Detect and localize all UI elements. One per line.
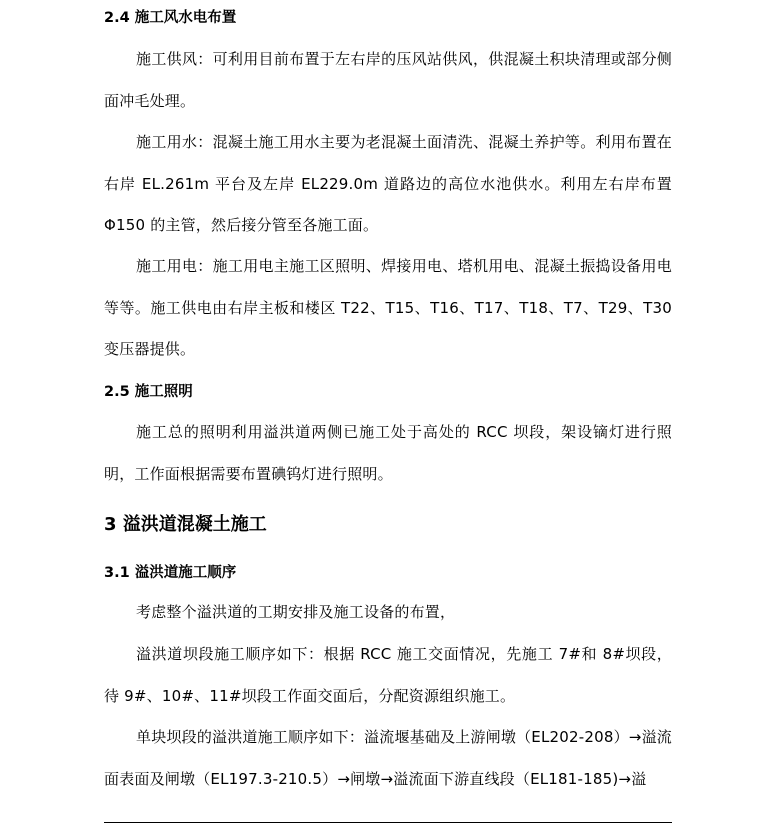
paragraph-lighting: 施工总的照明利用溢洪道两侧已施工处于高处的 RCC 坝段，架设镝灯进行照明，工作面根据需要布置碘钨灯进行照明。 xyxy=(104,423,672,483)
paragraph-single-dam-sequence: 单块坝段的溢洪道施工顺序如下：溢流堰基础及上游闸墩（EL202-208）→溢流面表面及闸墩（EL197.3-210.5）→闸墩→溢流面下游直线段（EL181-185)→溢 xyxy=(104,728,672,788)
paragraph-power-supply: 施工用电：施工用电主施工区照明、焊接用电、塔机用电、混凝土振捣设备用电等等。施工供电由右岸主板和楼区 T22、T15、T16、T17、T18、T7、T29、T30 变压器提供。 xyxy=(104,257,672,358)
chapter-heading-3: 3 溢洪道混凝土施工 xyxy=(104,514,267,535)
paragraph-dam-sequence: 溢洪道坝段施工顺序如下：根据 RCC 施工交面情况，先施工 7#和 8#坝段，待 9#、10#、11#坝段工作面交面后，分配资源组织施工。 xyxy=(104,645,672,705)
paragraph-wind-supply: 施工供风：可利用目前布置于左右岸的压风站供风，供混凝土积块清理或部分侧面冲毛处理。 xyxy=(104,50,672,110)
paragraph-consideration: 考虑整个溢洪道的工期安排及施工设备的布置， xyxy=(136,603,456,621)
section-heading-3-1: 3.1 溢洪道施工顺序 xyxy=(104,565,237,581)
section-heading-2-4: 2.4 施工风水电布置 xyxy=(104,10,237,26)
page-bottom-rule xyxy=(104,822,672,823)
section-heading-2-5: 2.5 施工照明 xyxy=(104,384,193,400)
paragraph-water-supply: 施工用水：混凝土施工用水主要为老混凝土面清洗、混凝土养护等。利用布置在右岸 EL.261m 平台及左岸 EL229.0m 道路边的高位水池供水。利用左右岸布置Φ150 的主管，然后接分管至各施工面。 xyxy=(104,133,672,234)
